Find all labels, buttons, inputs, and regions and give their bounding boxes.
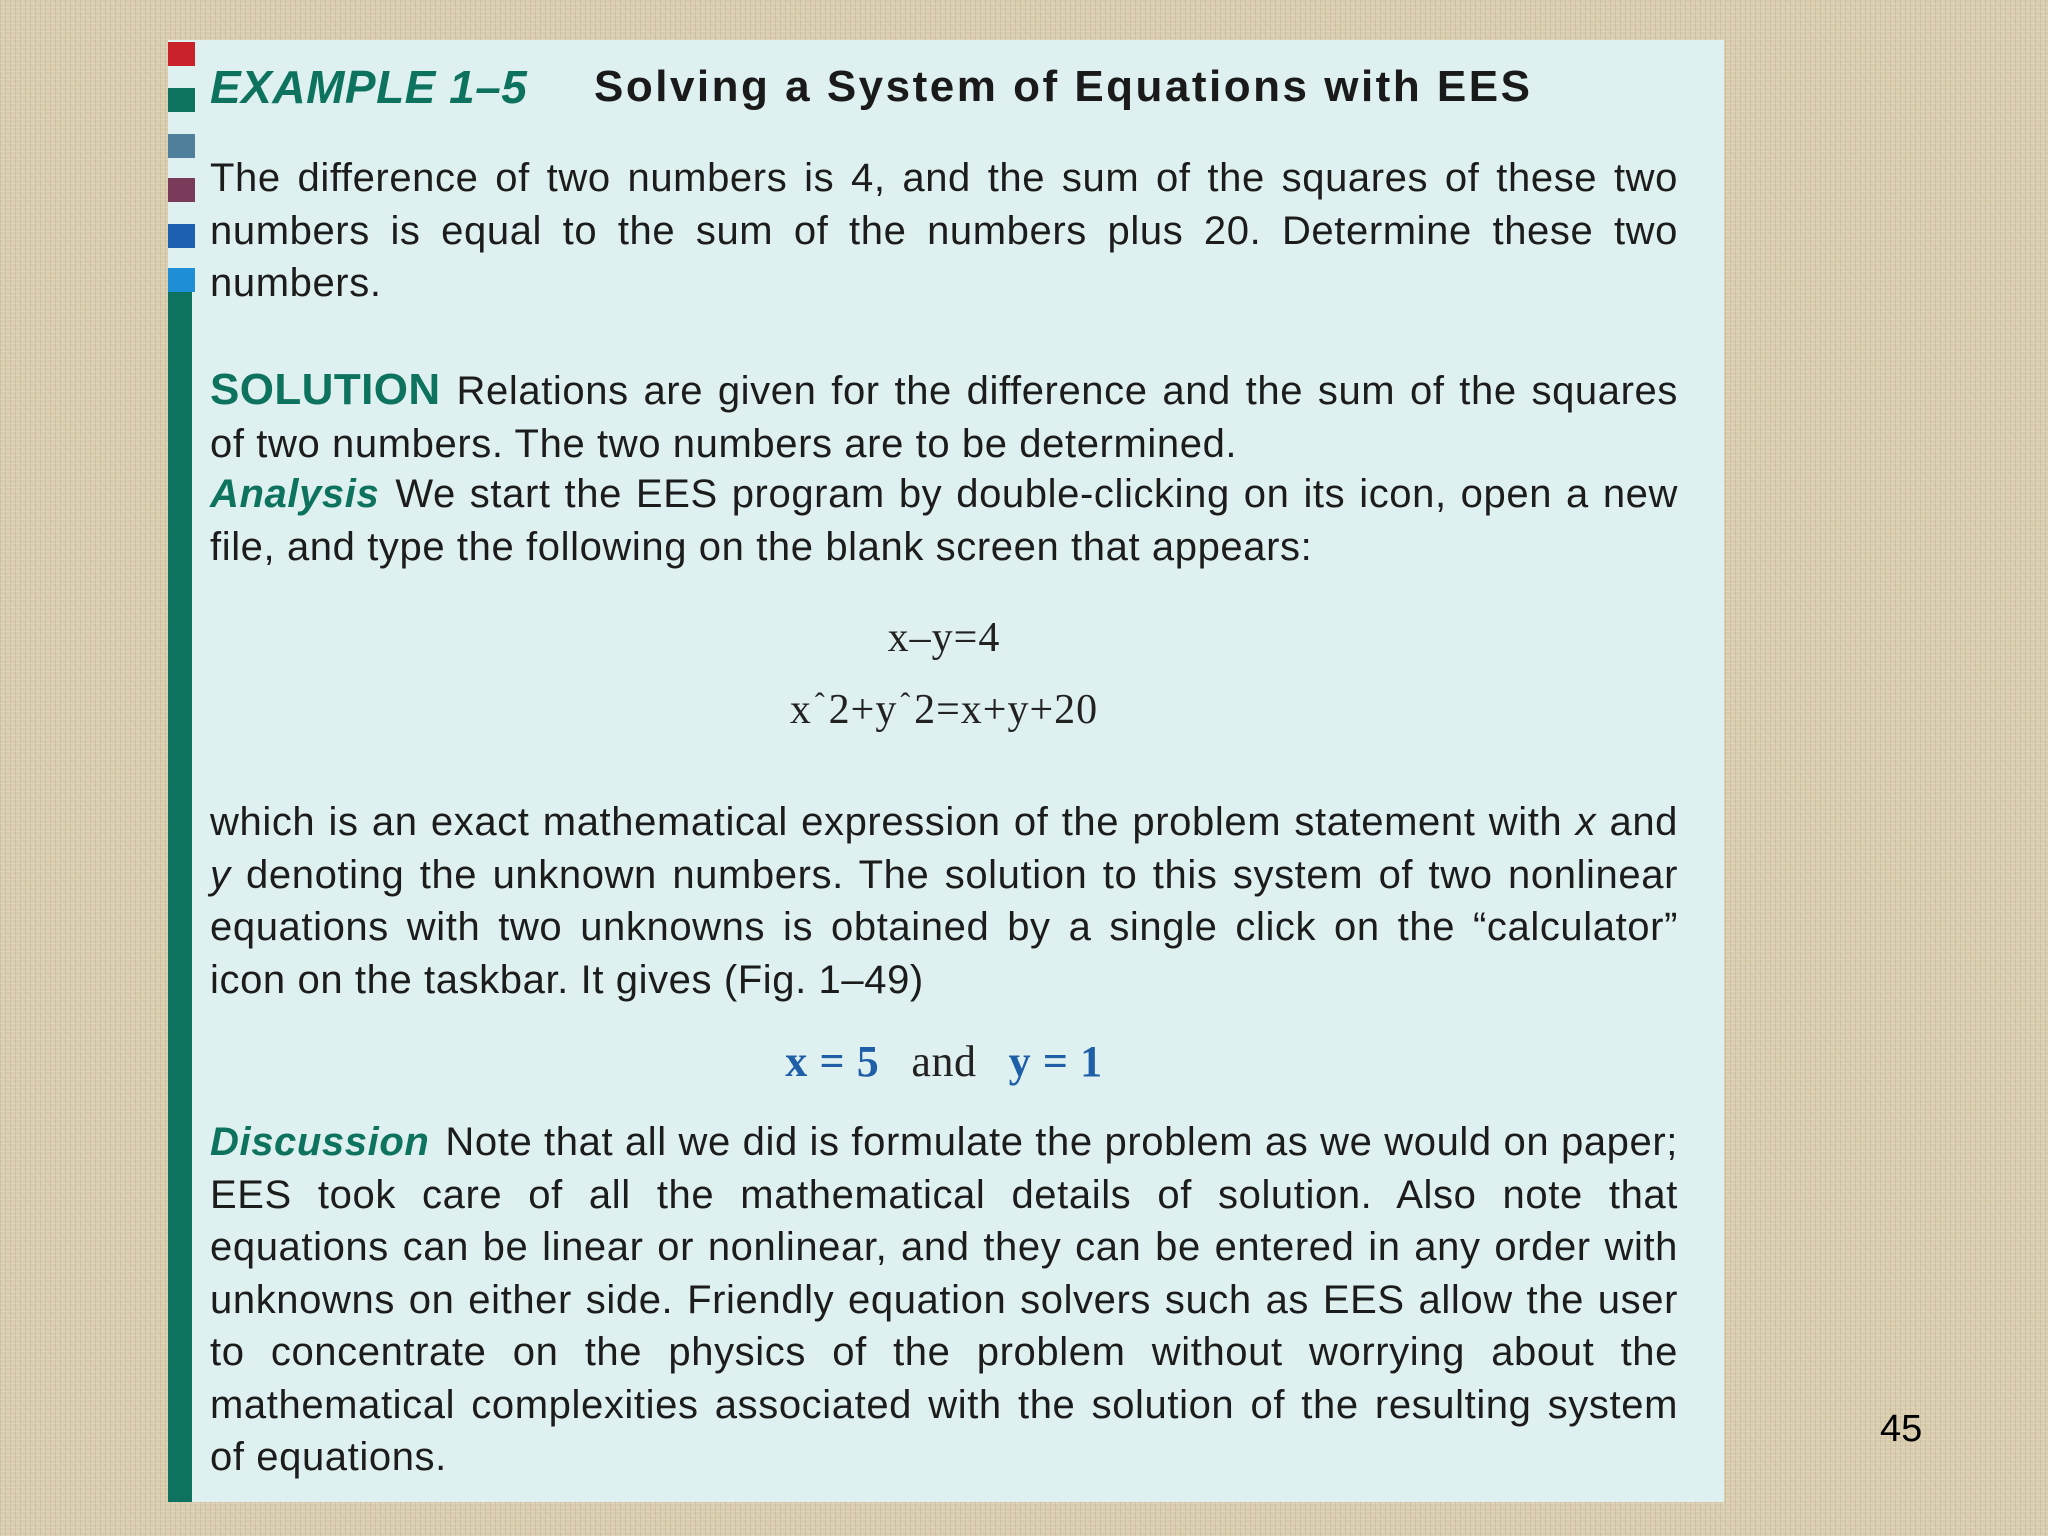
example-title: Solving a System of Equations with EES — [594, 62, 1533, 111]
variable-y: y — [210, 852, 231, 897]
problem-statement: The difference of two numbers is 4, and the sum of the squares of these two numbers is equal to the sum of the numbers plus 20. Determine these two numbers. — [210, 156, 1678, 305]
accent-square-plum — [168, 178, 195, 202]
page-number: 45 — [1880, 1408, 1923, 1450]
discussion-text: Note that all we did is formulate the problem as we would on paper; EES took care of all the mathematical details of solution. Also note that equations can be linear or nonlinear, and they can be entered in any order with unknowns on either side. Friendly equation solvers such as EES allow the user to concentrate on the physics of the problem without worrying about the mathematical complexities associated with the solution of the resulting system of equations. — [210, 1120, 1678, 1479]
explanation-text-1: which is an exact mathematical expression of the problem statement with — [210, 800, 1563, 844]
and-word: and — [1609, 800, 1679, 844]
accent-square-steel-blue — [168, 134, 195, 158]
equation-2: x $^ˆ$2+y $^ˆ$2=x+y+20 — [789, 687, 1099, 733]
solution-result — [210, 1036, 1678, 1087]
color-accent-squares — [168, 42, 195, 292]
result-x: x = 5 — [785, 1037, 880, 1086]
solution-heading: SOLUTION — [210, 365, 441, 414]
accent-bar — [168, 292, 192, 1502]
example-content — [210, 0, 1680, 1536]
discussion-heading: Discussion — [210, 1120, 430, 1164]
solution-paragraph — [210, 364, 1678, 470]
analysis-text: We start the EES program by double-clicking on its icon, open a new file, and type the following on the blank screen that appears: — [210, 472, 1678, 569]
equation-1: x–y=4 — [887, 615, 1001, 661]
accent-square-red — [168, 42, 195, 66]
result-and: and — [911, 1037, 977, 1086]
example-heading — [210, 60, 1680, 120]
result-y: y = 1 — [1008, 1037, 1103, 1086]
analysis-paragraph — [210, 468, 1678, 573]
analysis-heading: Analysis — [210, 472, 380, 516]
accent-square-green — [168, 88, 195, 112]
discussion-paragraph — [210, 1116, 1678, 1484]
accent-square-light-blue — [168, 268, 195, 292]
explanation-text-2: denoting the unknown numbers. The solution to this system of two nonlinear equations with two unknowns is obtained by a single click on the “calculator” icon on the taskbar. It gives (Fig. 1–49) — [210, 852, 1678, 1002]
accent-square-blue — [168, 224, 195, 248]
explanation-paragraph — [210, 796, 1678, 1006]
solution-text: Relations are given for the difference and the sum of the squares of two numbers. The two numbers are to be determined. — [210, 369, 1678, 466]
example-label: EXAMPLE 1–5 — [210, 61, 528, 113]
variable-x: x — [1575, 800, 1597, 844]
